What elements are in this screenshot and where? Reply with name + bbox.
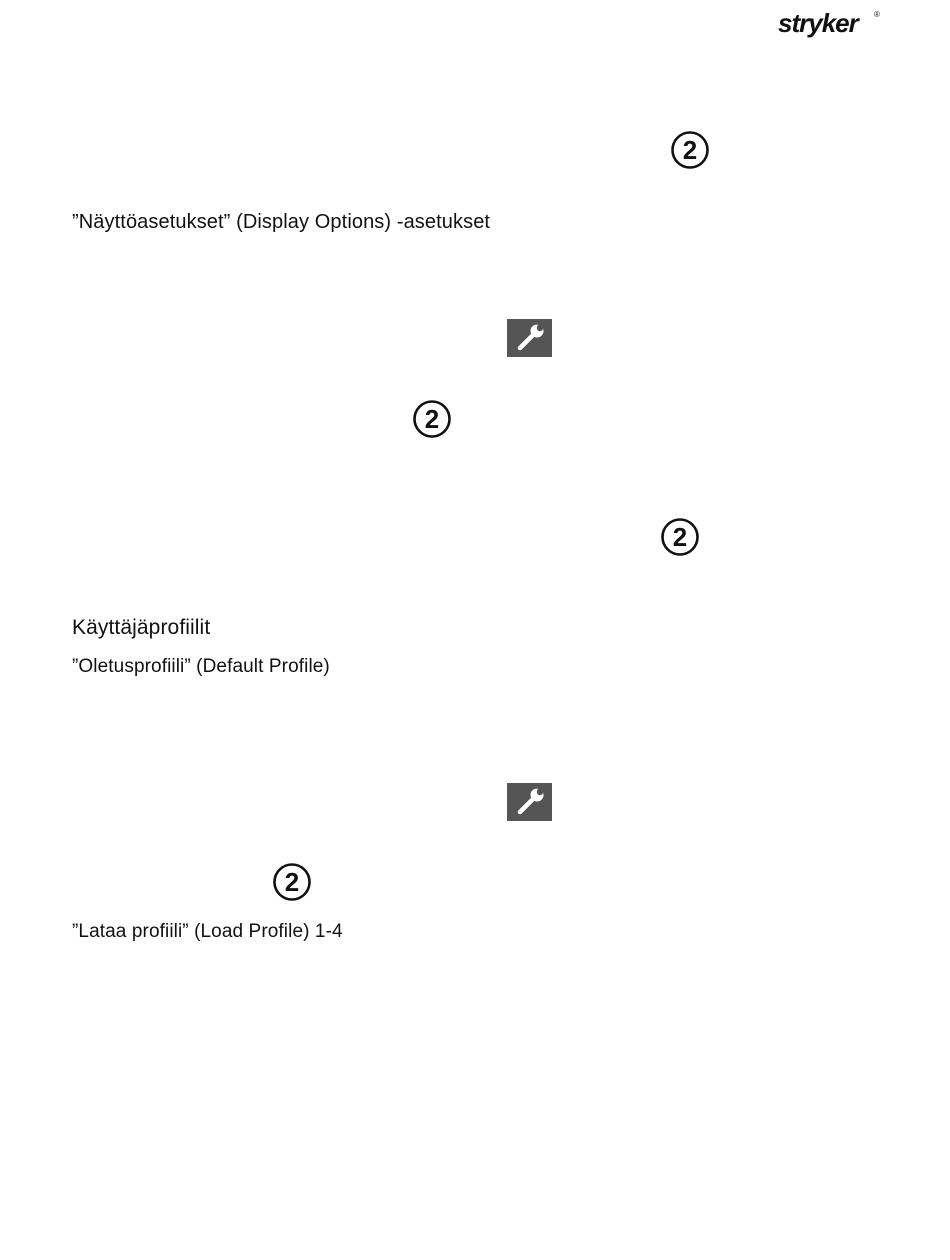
step-2-icon xyxy=(272,862,312,902)
svg-text:2: 2 xyxy=(672,522,688,552)
load-profile-heading: ”Lataa profiili” (Load Profile) 1-4 xyxy=(72,921,343,942)
svg-text:2: 2 xyxy=(682,135,698,165)
stryker-logo xyxy=(778,8,882,38)
logo-wordmark: stryker xyxy=(778,8,858,38)
step-2-icon xyxy=(660,517,700,557)
svg-text:2: 2 xyxy=(424,404,440,434)
step-2-icon xyxy=(412,399,452,439)
display-options-heading: ”Näyttöasetukset” (Display Options) -asetukset xyxy=(72,211,491,233)
user-profiles-heading: Käyttäjäprofiilit xyxy=(72,616,211,639)
registered-mark: ® xyxy=(874,10,880,19)
svg-text:2: 2 xyxy=(284,867,300,897)
step-2-icon xyxy=(670,130,710,170)
default-profile-heading: ”Oletusprofiili” (Default Profile) xyxy=(72,656,330,677)
wrench-icon xyxy=(507,783,552,821)
wrench-icon xyxy=(507,319,552,357)
